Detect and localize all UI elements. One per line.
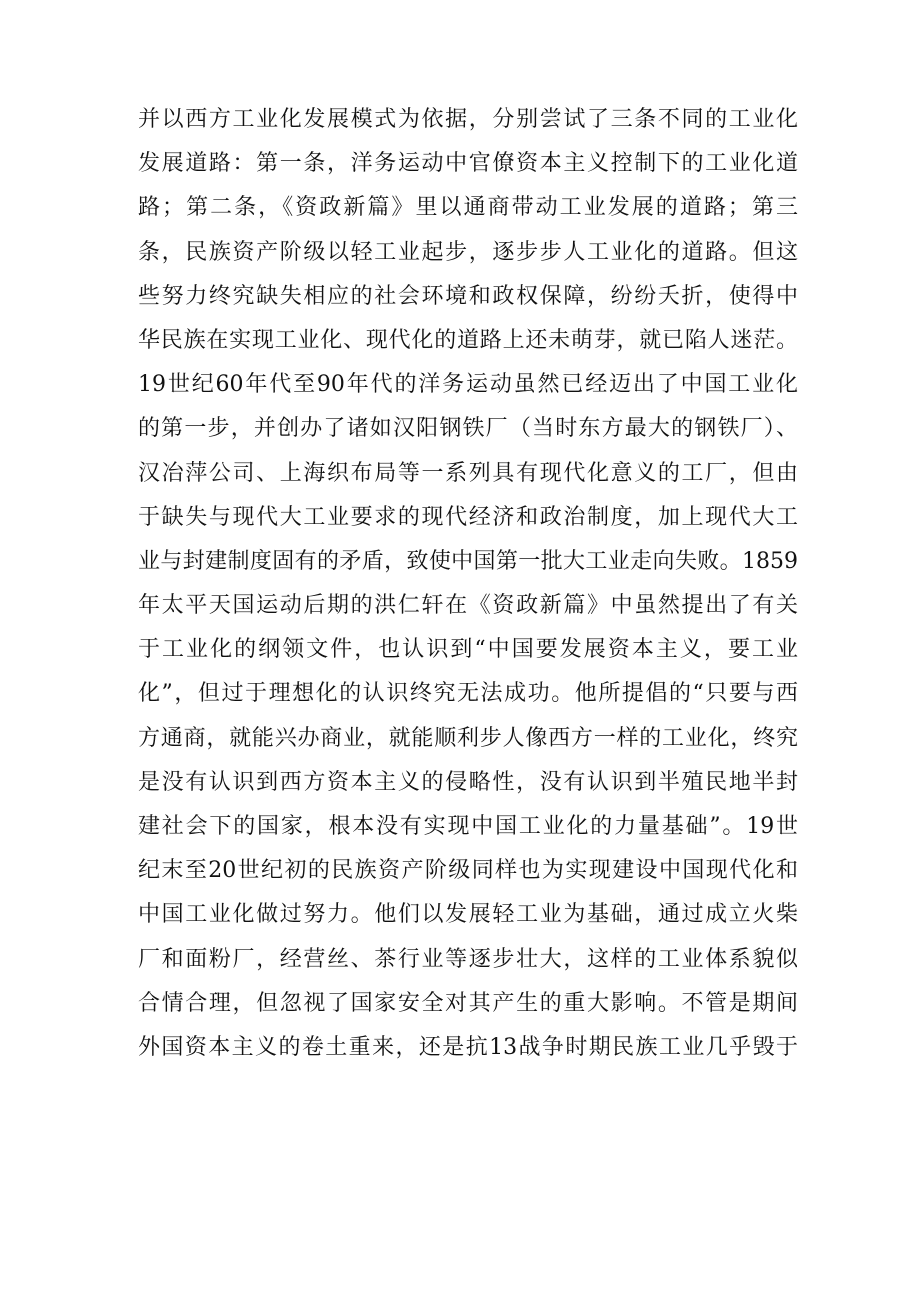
body-text <box>138 98 798 1070</box>
text-line-13: 于工业化的纲领文件，也认识到“中国要发展资本主义，要工业 <box>138 637 798 663</box>
text-line-2: 发展道路：第一条，洋务运动中官僚资本主义控制下的工业化道 <box>138 151 798 177</box>
text-line-1: 并以西方工业化发展模式为依据，分别尝试了三条不同的工业化 <box>138 107 798 132</box>
text-line-16: 是没有认识到西方资本主义的侵略性，没有认识到半殖民地半封 <box>138 769 798 795</box>
text-line-22: 外国资本主义的卷土重来，还是抗13战争时期民族工业几乎毁于 <box>138 1034 798 1060</box>
text-line-11: 业与封建制度固有的矛盾，致使中国第一批大工业走向失败。1859 <box>138 548 798 574</box>
text-line-5: 些努力终究缺失相应的社会环境和政权保障，纷纷夭折，使得中 <box>138 283 798 309</box>
text-line-21: 合情合理，但忽视了国家安全对其产生的重大影响。不管是期间 <box>138 990 798 1016</box>
text-line-18: 纪末至20世纪初的民族资产阶级同样也为实现建设中国现代化和 <box>138 858 798 884</box>
text-line-17: 建社会下的国家，根本没有实现中国工业化的力量基础”。19世 <box>138 814 798 839</box>
text-line-10: 于缺失与现代大工业要求的现代经济和政治制度，加上现代大工 <box>138 504 798 530</box>
text-line-7: 19世纪60年代至90年代的洋务运动虽然已经迈出了中国工业化 <box>138 372 798 398</box>
text-line-3: 路；第二条，《资政新篇》里以通商带动工业发展的道路；第三 <box>138 195 798 221</box>
text-line-6: 华民族在实现工业化、现代化的道路上还未萌芽，就已陷人迷茫。 <box>138 327 798 353</box>
text-line-12: 年太平天国运动后期的洪仁轩在《资政新篇》中虽然提出了有关 <box>138 593 798 619</box>
text-line-20: 厂和面粉厂，经营丝、茶行业等逐步壮大，这样的工业体系貌似 <box>138 946 798 972</box>
text-line-9: 汉冶萍公司、上海织布局等一系列具有现代化意义的工厂，但由 <box>138 460 798 486</box>
text-line-8: 的第一步，并创办了诸如汉阳钢铁厂（当时东方最大的钢铁厂）、 <box>138 416 798 442</box>
text-line-15: 方通商，就能兴办商业，就能顺利步人像西方一样的工业化，终究 <box>138 725 798 751</box>
text-line-14: 化”，但过于理想化的认识终究无法成功。他所提倡的“只要与西 <box>138 681 798 707</box>
text-line-19: 中国工业化做过努力。他们以发展轻工业为基础，通过成立火柴 <box>138 902 798 928</box>
text-line-4: 条，民族资产阶级以轻工业起步，逐步步人工业化的道路。但这 <box>138 239 798 265</box>
